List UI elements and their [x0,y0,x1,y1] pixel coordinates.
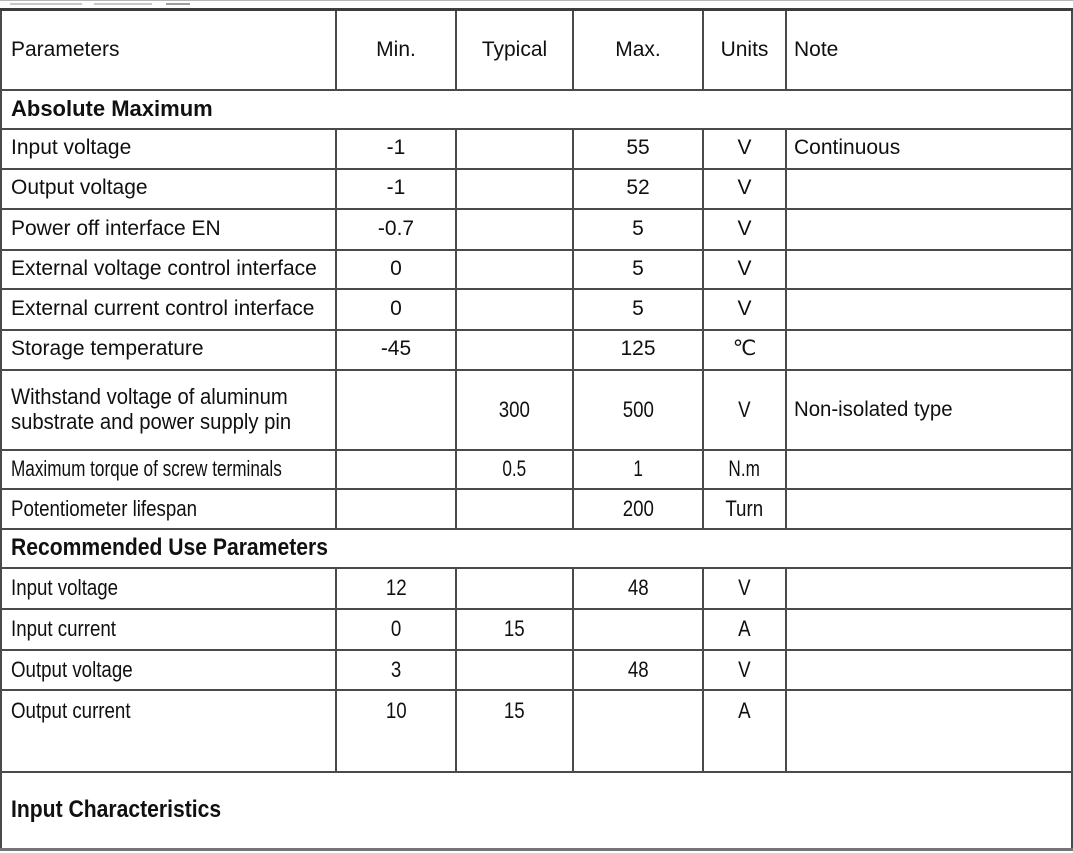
section-title: Input Characteristics [11,796,222,824]
data-row [1,250,1072,289]
typical-cell [456,169,573,209]
data-row [1,370,1072,450]
data-row [1,289,1072,330]
typical-cell [456,370,573,450]
units-value: A [738,616,751,641]
note-cell [786,690,1072,772]
max-cell [573,169,703,209]
min-value: -1 [386,136,406,160]
min-cell [336,489,456,529]
parameters-cell [1,169,336,209]
typical-cell [456,650,573,690]
parameters-value: Maximum torque of screw terminals [11,456,282,481]
typical-cell [456,690,573,772]
col-header-label: Max. [615,37,661,61]
section-row [1,772,1072,850]
units-value: V [737,176,752,200]
max-value: 48 [627,656,649,682]
units-cell [703,289,786,330]
section-title: Absolute Maximum [11,96,213,121]
units-cell [703,690,786,772]
data-row [1,690,1072,772]
parameters-value: Input voltage [11,575,119,600]
section-title: Recommended Use Parameters [11,534,328,561]
units-cell [703,250,786,289]
parameters-cell [1,209,336,250]
max-cell [573,609,703,650]
units-cell [703,370,786,450]
parameters-value: External current control interface [11,296,315,320]
units-cell [703,650,786,690]
max-value: 1 [633,456,643,481]
units-value: V [738,575,751,600]
units-value: V [737,216,752,240]
units-value: ℃ [732,337,757,361]
parameters-value: Withstand voltage of aluminum substrate and power supply pin [11,383,292,435]
section-title-cell [1,529,1072,568]
typical-cell [456,250,573,289]
max-value: 5 [632,296,644,320]
section-row [1,90,1072,129]
min-cell [336,209,456,250]
note-cell [786,250,1072,289]
max-cell [573,370,703,450]
units-cell [703,609,786,650]
min-cell [336,690,456,772]
max-value: 500 [622,396,654,422]
note-cell [786,209,1072,250]
parameters-value: Output voltage [11,176,148,200]
parameters-value: Potentiometer lifespan [11,495,198,521]
note-cell [786,169,1072,209]
max-cell [573,690,703,772]
ghost-mark [94,3,152,5]
units-value: V [738,656,751,682]
col-header-label: Parameters [11,37,120,61]
max-value: 48 [627,575,649,600]
max-cell [573,289,703,330]
units-value: V [737,256,752,280]
max-value: 52 [626,176,650,200]
typical-cell [456,609,573,650]
parameters-cell [1,609,336,650]
data-row [1,330,1072,370]
note-cell [786,650,1072,690]
min-cell [336,370,456,450]
parameters-cell [1,129,336,169]
col-header-label: Min. [376,37,416,61]
col-header-max [573,10,703,90]
parameters-value: External voltage control interface [11,256,317,280]
col-header-parameters [1,10,336,90]
col-header-units [703,10,786,90]
parameters-value: Power off interface EN [11,216,221,240]
col-header-label: Typical [481,37,548,61]
data-row [1,450,1072,489]
data-row [1,568,1072,609]
min-value: -0.7 [377,216,415,240]
typical-cell [456,489,573,529]
parameters-cell [1,330,336,370]
parameters-cell [1,450,336,489]
note-value: Non-isolated type [794,398,953,422]
table-header-row [1,10,1072,90]
ghost-mark [10,3,82,5]
note-cell [786,129,1072,169]
units-cell [703,489,786,529]
parameters-value: Storage temperature [11,337,204,361]
min-cell [336,289,456,330]
typical-cell [456,209,573,250]
data-row [1,609,1072,650]
parameters-cell [1,250,336,289]
col-header-typical [456,10,573,90]
max-cell [573,330,703,370]
typical-cell [456,568,573,609]
section-title-cell [1,772,1072,850]
note-cell [786,568,1072,609]
data-row [1,169,1072,209]
units-value: V [737,136,752,160]
min-value: -1 [386,176,406,200]
cropped-row-remnant [0,0,1073,8]
max-cell [573,489,703,529]
section-title-cell [1,90,1072,129]
min-value: 0 [390,256,402,280]
min-cell [336,450,456,489]
typical-value: 15 [504,616,525,641]
min-value: 3 [390,656,402,682]
max-value: 125 [620,337,656,361]
units-cell [703,568,786,609]
min-cell [336,169,456,209]
units-cell [703,330,786,370]
min-cell [336,650,456,690]
max-cell [573,250,703,289]
units-value: N.m [728,456,761,481]
units-cell [703,169,786,209]
note-cell [786,609,1072,650]
max-cell [573,209,703,250]
note-cell [786,330,1072,370]
units-value: Turn [725,495,764,521]
parameters-value: Input current [11,616,116,641]
min-cell [336,330,456,370]
min-value: 10 [385,697,407,723]
parameters-cell [1,289,336,330]
typical-cell [456,129,573,169]
min-cell [336,250,456,289]
parameters-cell [1,489,336,529]
note-value: Continuous [794,136,901,160]
units-cell [703,209,786,250]
parameters-cell [1,650,336,690]
units-cell [703,129,786,169]
units-value: V [737,296,752,320]
units-value: A [738,697,751,723]
note-cell [786,489,1072,529]
min-cell [336,568,456,609]
data-row [1,129,1072,169]
data-row [1,650,1072,690]
min-cell [336,129,456,169]
col-header-min [336,10,456,90]
units-cell [703,450,786,489]
min-value: 0 [390,296,402,320]
units-value: V [738,396,751,422]
max-cell [573,568,703,609]
section-row [1,529,1072,568]
col-header-note [786,10,1072,90]
parameters-cell [1,568,336,609]
spec-table [0,8,1073,851]
typical-cell [456,450,573,489]
parameters-cell [1,370,336,450]
typical-cell [456,330,573,370]
parameters-value: Output voltage [11,656,133,682]
min-value: 12 [385,575,407,600]
parameters-value: Input voltage [11,136,132,160]
parameters-cell [1,690,336,772]
note-cell [786,450,1072,489]
typical-value: 0.5 [502,456,527,481]
col-header-label: Note [794,37,839,61]
max-value: 55 [626,136,650,160]
max-value: 200 [622,495,654,521]
max-value: 5 [632,256,644,280]
note-cell [786,370,1072,450]
note-cell [786,289,1072,330]
data-row [1,209,1072,250]
ghost-mark [166,3,190,5]
typical-value: 300 [498,396,531,422]
max-cell [573,129,703,169]
col-header-label: Units [720,37,769,61]
min-value: -45 [380,337,412,361]
max-cell [573,650,703,690]
typical-cell [456,289,573,330]
max-value: 5 [632,216,644,240]
max-cell [573,450,703,489]
data-row [1,489,1072,529]
typical-value: 15 [504,697,525,723]
parameters-value: Output current [11,697,131,723]
min-cell [336,609,456,650]
min-value: 0 [390,616,402,641]
